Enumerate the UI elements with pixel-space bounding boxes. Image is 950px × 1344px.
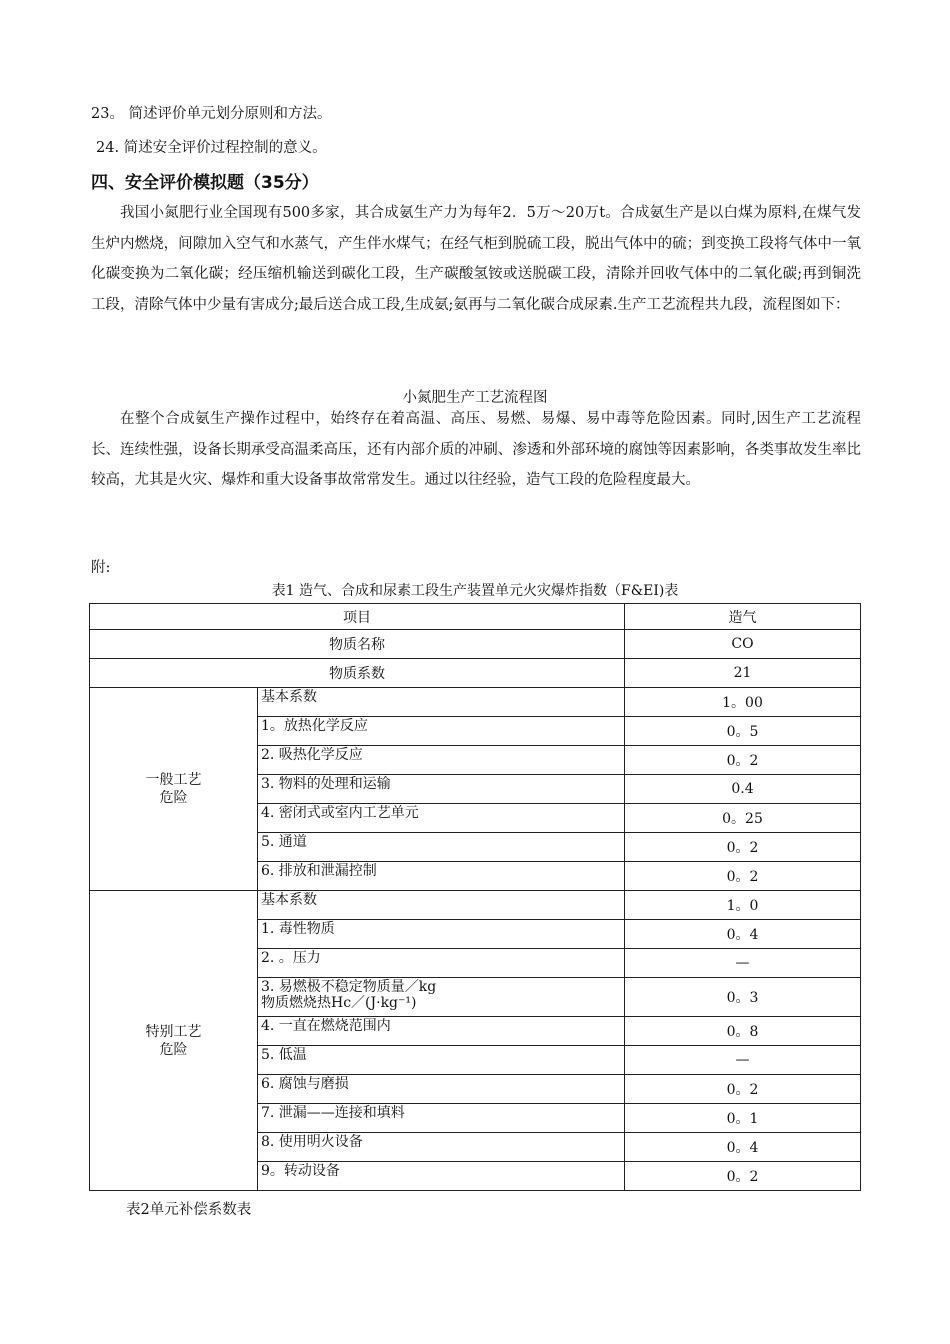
special-hazard-group: [90, 891, 258, 1191]
row-label: 8. 使用明火设备: [258, 1133, 625, 1162]
row-label: 6. 排放和泄漏控制: [258, 862, 625, 891]
row-value: 0。4: [625, 1133, 861, 1162]
special-group-label-line1: 特别工艺: [145, 1023, 202, 1040]
header-col: 造气: [625, 604, 861, 630]
special-group-label-line2: 危险: [159, 1041, 188, 1058]
question-24: 24. 简述安全评价过程控制的意义。: [96, 140, 327, 156]
row-value: 0。8: [625, 1017, 861, 1046]
substance-name-value: CO: [625, 630, 861, 659]
table-header-row: [90, 604, 861, 630]
table-row: [90, 659, 861, 688]
section-heading: 四、安全评价模拟题（35分）: [91, 173, 319, 193]
row-value: 0。25: [625, 804, 861, 833]
row-label: 7. 泄漏——连接和填料: [258, 1104, 625, 1133]
row-label: 4. 密闭式或室内工艺单元: [258, 804, 625, 833]
substance-factor-label: 物质系数: [90, 659, 625, 688]
row-label: 基本系数: [258, 891, 625, 920]
header-item: 项目: [90, 604, 625, 630]
fei-table: [89, 603, 861, 1191]
row-label: 5. 通道: [258, 833, 625, 862]
row-value: 0。2: [625, 1162, 861, 1191]
row-value: 1。0: [625, 891, 861, 920]
row-value: 0。2: [625, 833, 861, 862]
row-value: 0。5: [625, 717, 861, 746]
row-label: [258, 978, 625, 1017]
table-row: [90, 891, 861, 920]
row-value: 0。4: [625, 920, 861, 949]
row-value: —: [625, 1046, 861, 1075]
row-value: 0。3: [625, 978, 861, 1017]
row-label: 基本系数: [258, 688, 625, 717]
row-label: 1. 毒性物质: [258, 920, 625, 949]
substance-name-label: 物质名称: [90, 630, 625, 659]
row-label: 2. 吸热化学反应: [258, 746, 625, 775]
table-row: [90, 630, 861, 659]
hazard-paragraph: 在整个合成氨生产操作过程中，始终存在着高温、高压、易燃、易爆、易中毒等危险因素。同时,因生产工艺流程长、连续性强，设备长期承受高温柔高压，还有内部介质的冲刷、渗透和外部环境的腐蚀等因素影响，各类事故发生率比较高，尤其是火灾、爆炸和重大设备事故常常发生。通过以往经验，造气工段的危险程度最大。: [91, 411, 861, 488]
row-value: 1。00: [625, 688, 861, 717]
row-label: 4. 一直在燃烧范围内: [258, 1017, 625, 1046]
general-group-label-line1: 一般工艺: [145, 772, 202, 788]
figure-caption: 小氮肥生产工艺流程图: [402, 390, 548, 406]
row-label: 6. 腐蚀与磨损: [258, 1075, 625, 1104]
intro-paragraph: 我国小氮肥行业全国现有500多家，其合成氨生产力为每年2．5万～20万t。合成氨生产是以白煤为原料,在煤气发生炉内燃烧，间隙加入空气和水蒸气，产生伴水煤气；在经气柜到脱硫工段，脱出气体中的硫；到变换工段将气体中一氧化碳变换为二氧化碳；经压缩机输送到碳化工段，生产碳酸氢铵或送脱碳工段，清除并回收气体中的二氧化碳;再到铜洗工段，清除气体中少量有害成分;最后送合成工段,生成氨;氨再与二氧化碳合成尿素.生产工艺流程共九段，流程图如下：: [91, 205, 861, 313]
table2-caption: 表2单元补偿系数表: [126, 1202, 252, 1218]
row-value: 0。2: [625, 746, 861, 775]
row-value: 0。2: [625, 1075, 861, 1104]
question-23: 23。 简述评价单元划分原则和方法。: [91, 106, 332, 122]
row-label: 2. 。压力: [258, 949, 625, 978]
table1-caption: 表1 造气、合成和尿素工段生产装置单元火灾爆炸指数（F&EI)表: [271, 583, 679, 599]
row-label-line1: 3. 易燃极不稳定物质量／kg: [261, 979, 437, 995]
row-value: 0.4: [625, 775, 861, 804]
row-label: 5. 低温: [258, 1046, 625, 1075]
attachment-label: 附:: [91, 560, 111, 576]
general-hazard-group: [90, 688, 258, 891]
table-row: [90, 688, 861, 717]
substance-factor-value: 21: [625, 659, 861, 688]
row-value: —: [625, 949, 861, 978]
row-label: 3. 物料的处理和运输: [258, 775, 625, 804]
row-value: 0。1: [625, 1104, 861, 1133]
row-label: 9。转动设备: [258, 1162, 625, 1191]
row-value: 0。2: [625, 862, 861, 891]
row-label-line2: 物质燃烧热Hc／(J·kg⁻¹): [261, 995, 417, 1011]
general-group-label-line2: 危险: [159, 790, 188, 806]
row-label: 1。放热化学反应: [258, 717, 625, 746]
